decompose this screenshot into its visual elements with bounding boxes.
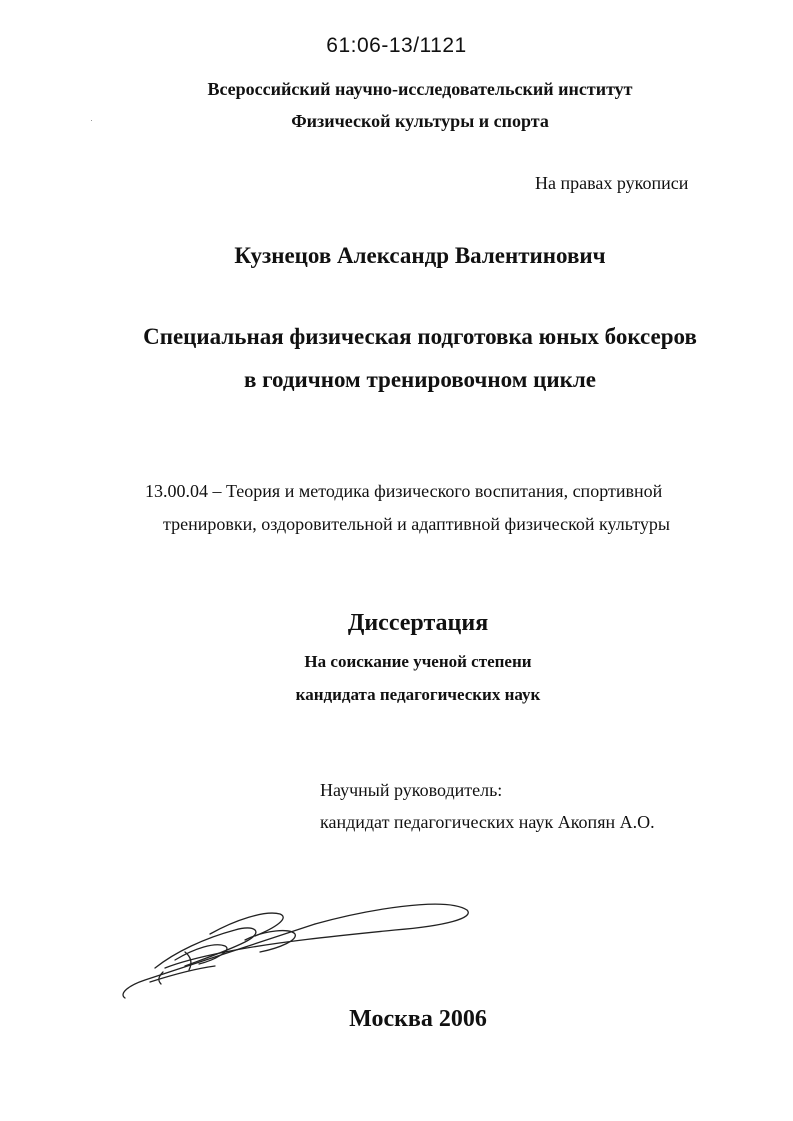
city-and-year: Москва 2006 xyxy=(349,1006,487,1032)
supervisor-name: кандидат педагогических наук Акопян А.О. xyxy=(320,812,655,832)
document-type-heading: Диссертация xyxy=(347,610,489,636)
specialty-line2: тренировки, оздоровительной и адаптивной физической культуры xyxy=(163,514,670,534)
degree-line2: кандидата педагогических наук xyxy=(295,685,541,704)
specialty-line1: 13.00.04 – Теория и методика физического воспитания, спортивной xyxy=(145,481,663,501)
author-name: Кузнецов Александр Валентинович xyxy=(234,243,606,268)
institution-name-line2: Физической культуры и спорта xyxy=(291,111,549,131)
archive-stamp-number: 61:06-13/1121 xyxy=(326,34,467,57)
signature-icon xyxy=(115,890,485,1010)
degree-line1: На соискание ученой степени xyxy=(304,652,532,671)
scan-speck xyxy=(91,120,92,121)
institution-name-line1: Всероссийский научно-исследовательский институт xyxy=(207,79,633,99)
supervisor-label: Научный руководитель: xyxy=(320,780,503,800)
dissertation-title-line1: Специальная физическая подготовка юных боксеров xyxy=(143,324,697,349)
manuscript-rights-note: На правах рукописи xyxy=(535,173,689,193)
dissertation-title-line2: в годичном тренировочном цикле xyxy=(243,367,596,392)
